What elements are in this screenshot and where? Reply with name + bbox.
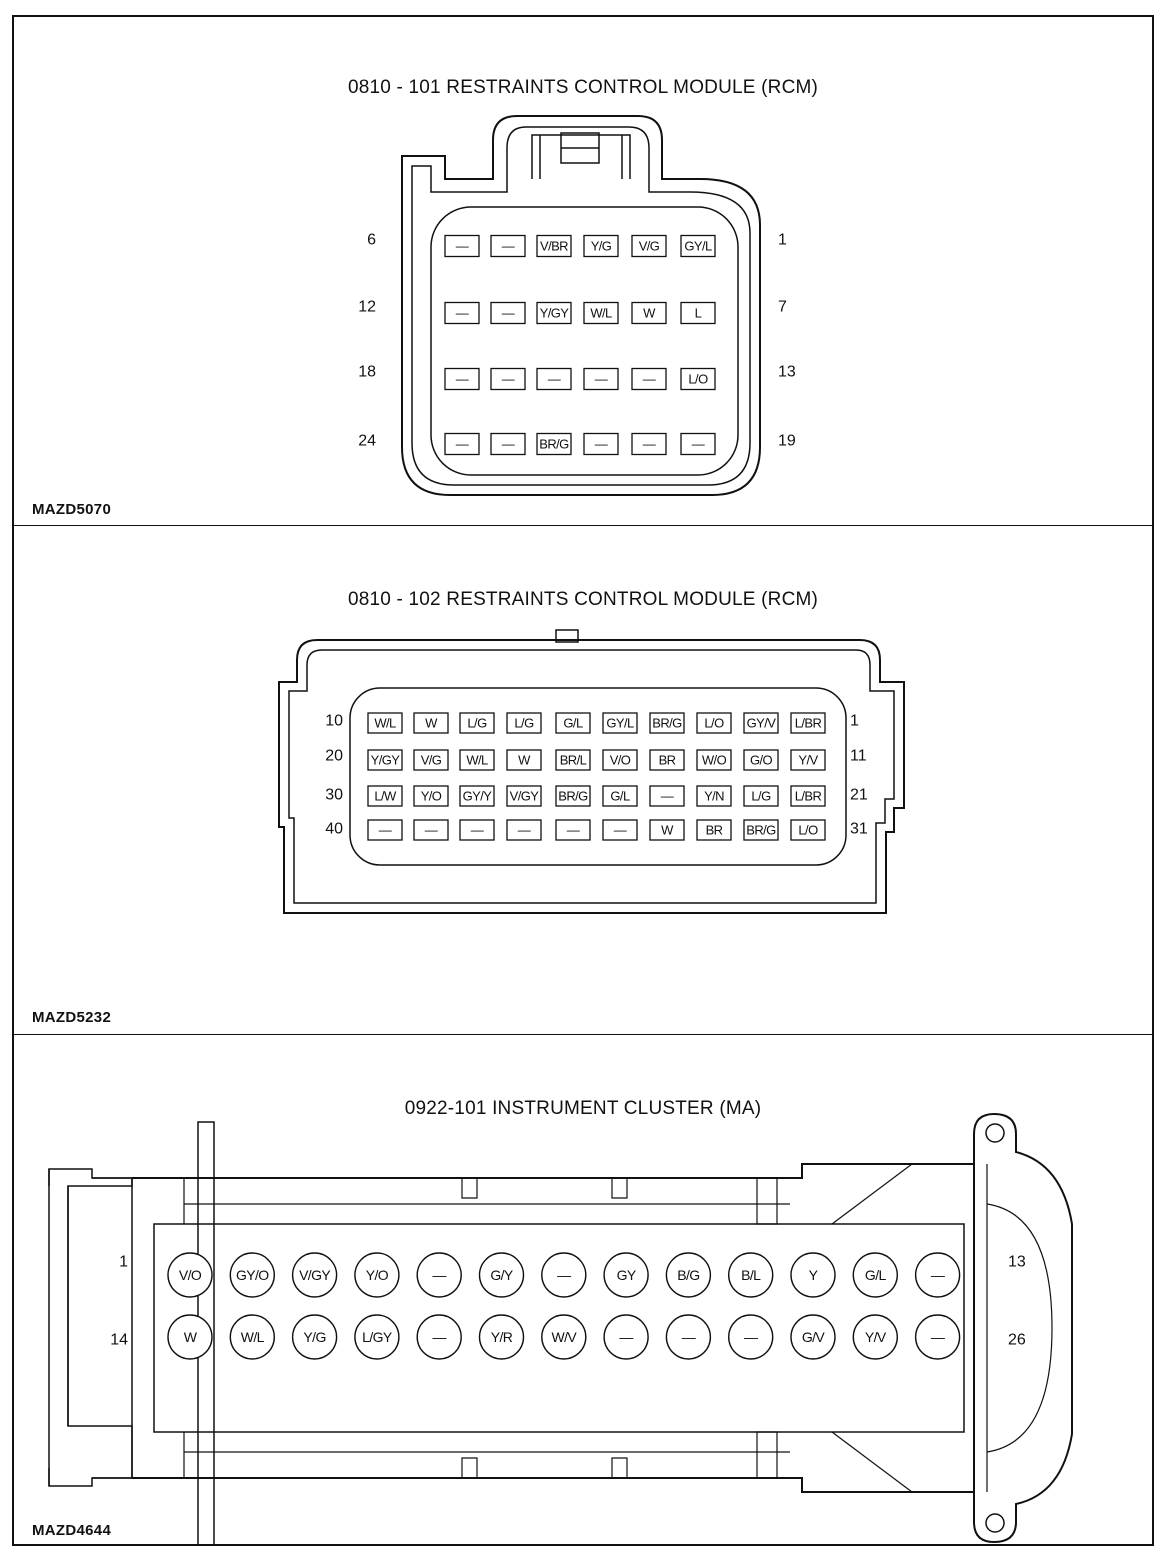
pin-cavity <box>537 236 571 257</box>
pin-cavity <box>604 1315 648 1359</box>
pin-cavity <box>744 750 778 770</box>
pin-wire-color: — <box>455 371 469 387</box>
pin-wire-color: L/BR <box>794 715 822 731</box>
pin-wire-color: L/BR <box>794 788 822 804</box>
pin-cavity <box>853 1315 897 1359</box>
pin-cavity <box>603 786 637 806</box>
pin-wire-color: BR/L <box>559 752 587 768</box>
pin-cavity <box>697 786 731 806</box>
pin-cavity <box>542 1253 586 1297</box>
pin-wire-color: W <box>183 1329 197 1345</box>
pin-wire-color: Y/G <box>590 238 612 254</box>
pin-number-label: 10 <box>325 712 343 730</box>
pin-wire-color: — <box>619 1329 633 1345</box>
pin-wire-color: L <box>694 305 702 321</box>
pin-wire-color: Y/O <box>420 788 442 804</box>
pin-number-label: 7 <box>778 298 787 316</box>
panel-title: 0922-101 INSTRUMENT CLUSTER (MA) <box>404 1098 762 1119</box>
pin-wire-color: — <box>642 436 656 452</box>
pin-wire-color: — <box>660 788 674 804</box>
pin-wire-color: BR <box>705 822 723 838</box>
pin-cavity <box>507 820 541 840</box>
pin-wire-color: V/GY <box>509 788 539 804</box>
figure-code: MAZD5070 <box>32 501 112 518</box>
pin-wire-color: Y/N <box>704 788 724 804</box>
pin-cavity <box>507 713 541 733</box>
rcm-101-connector-diagram <box>12 15 1154 525</box>
pin-cavity <box>791 713 825 733</box>
pin-cavity <box>650 786 684 806</box>
pin-wire-color: L/G <box>467 715 487 731</box>
pin-cavity <box>697 820 731 840</box>
pin-wire-color: L/G <box>751 788 771 804</box>
pin-cavity <box>556 713 590 733</box>
pin-cavity <box>729 1315 773 1359</box>
pin-cavity <box>480 1253 524 1297</box>
pin-cavity <box>744 713 778 733</box>
pin-cavity <box>445 369 479 390</box>
pin-wire-color: V/O <box>178 1267 202 1283</box>
pin-cavity <box>650 713 684 733</box>
pin-cavity <box>632 236 666 257</box>
pin-wire-color: — <box>501 305 515 321</box>
pin-number-label: 24 <box>358 432 376 450</box>
pin-cavity <box>729 1253 773 1297</box>
pin-cavity <box>681 236 715 257</box>
pin-wire-color: Y/V <box>798 752 818 768</box>
pin-wire-color: L/O <box>704 715 724 731</box>
pin-cavity <box>368 750 402 770</box>
pin-wire-color: W/L <box>466 752 488 768</box>
pin-wire-color: G/L <box>610 788 630 804</box>
pin-wire-color: — <box>566 822 580 838</box>
pin-cavity <box>460 820 494 840</box>
pin-wire-color: — <box>470 822 484 838</box>
pin-number-label: 30 <box>325 786 343 804</box>
pin-cavity <box>480 1315 524 1359</box>
pin-number-label: 11 <box>850 747 867 765</box>
pin-wire-color: — <box>743 1329 758 1345</box>
pin-wire-color: GY/L <box>684 238 712 254</box>
pin-number-label: 13 <box>1008 1253 1026 1271</box>
pin-wire-color: G/L <box>563 715 583 731</box>
pin-number-label: 1 <box>850 712 859 730</box>
pin-cavity <box>603 820 637 840</box>
pin-cavity <box>293 1253 337 1297</box>
pin-wire-color: — <box>432 1267 446 1283</box>
pin-wire-color: B/L <box>741 1267 761 1283</box>
pin-cavity <box>355 1253 399 1297</box>
pin-wire-color: W <box>661 822 673 838</box>
pin-wire-color: — <box>930 1267 945 1283</box>
pin-wire-color: BR/G <box>746 822 776 838</box>
pin-wire-color: — <box>681 1329 696 1345</box>
pin-cavity <box>744 820 778 840</box>
pin-cavity <box>368 786 402 806</box>
pin-wire-color: G/O <box>749 752 773 768</box>
pin-wire-color: — <box>424 822 438 838</box>
pin-cavity <box>632 369 666 390</box>
pin-wire-color: Y/G <box>303 1329 326 1345</box>
pin-wire-color: W/L <box>374 715 396 731</box>
pin-wire-color: BR/G <box>652 715 682 731</box>
pin-wire-color: V/O <box>609 752 631 768</box>
instrument-cluster-panel <box>12 1034 1154 1546</box>
pin-wire-color: GY/O <box>235 1267 269 1283</box>
pin-cavity <box>230 1253 274 1297</box>
pin-cavity <box>603 750 637 770</box>
pin-number-label: 13 <box>778 363 796 381</box>
pin-wire-color: L/O <box>798 822 818 838</box>
instrument-cluster-connector-diagram <box>12 1034 1154 1546</box>
pin-cavity <box>556 786 590 806</box>
pin-cavity <box>168 1253 212 1297</box>
figure-code: MAZD5232 <box>32 1009 112 1026</box>
pin-wire-color: G/L <box>864 1267 886 1283</box>
pin-wire-color: W/L <box>590 305 612 321</box>
pin-cavity <box>355 1315 399 1359</box>
pin-number-label: 6 <box>367 231 376 249</box>
pin-cavity <box>650 750 684 770</box>
pin-wire-color: — <box>594 371 608 387</box>
pin-cavity <box>791 750 825 770</box>
pin-wire-color: — <box>378 822 392 838</box>
pin-cavity <box>507 750 541 770</box>
pin-wire-color: — <box>517 822 531 838</box>
pin-wire-color: G/V <box>801 1329 825 1345</box>
pin-cavity <box>556 750 590 770</box>
pin-wire-color: GY/Y <box>462 788 492 804</box>
pin-wire-color: — <box>455 238 469 254</box>
pin-cavity <box>414 786 448 806</box>
pin-cavity <box>584 236 618 257</box>
pin-cavity <box>491 434 525 455</box>
pin-wire-color: L/G <box>514 715 534 731</box>
pin-wire-color: — <box>501 238 515 254</box>
pin-cavity <box>491 369 525 390</box>
pin-wire-color: — <box>594 436 608 452</box>
pin-wire-color: — <box>501 436 515 452</box>
pin-cavity <box>791 820 825 840</box>
pin-cavity <box>791 786 825 806</box>
pin-cavity <box>445 236 479 257</box>
pin-cavity <box>681 434 715 455</box>
pin-number-label: 1 <box>778 231 787 249</box>
pin-wire-color: L/W <box>374 788 396 804</box>
pin-cavity <box>460 713 494 733</box>
pin-cavity <box>744 786 778 806</box>
pin-cavity <box>414 750 448 770</box>
pin-wire-color: B/G <box>677 1267 700 1283</box>
pin-wire-color: V/G <box>420 752 442 768</box>
pin-cavity <box>584 303 618 324</box>
pin-wire-color: W/O <box>701 752 727 768</box>
pin-wire-color: V/G <box>638 238 660 254</box>
pin-number-label: 18 <box>358 363 376 381</box>
pin-cavity <box>666 1253 710 1297</box>
pin-cavity <box>445 303 479 324</box>
pin-cavity <box>584 434 618 455</box>
pin-cavity <box>460 750 494 770</box>
pin-cavity <box>491 303 525 324</box>
pin-wire-color: W <box>425 715 437 731</box>
pin-wire-color: W <box>643 305 655 321</box>
pin-number-label: 1 <box>119 1253 128 1271</box>
pin-wire-color: — <box>642 371 656 387</box>
pin-wire-color: GY/V <box>746 715 776 731</box>
pin-wire-color: V/GY <box>299 1267 331 1283</box>
pin-cavity <box>584 369 618 390</box>
pin-wire-color: — <box>455 305 469 321</box>
pin-number-label: 26 <box>1008 1331 1026 1349</box>
pin-cavity <box>604 1253 648 1297</box>
pin-wire-color: — <box>557 1267 571 1283</box>
pin-wire-color: L/O <box>688 371 708 387</box>
pin-cavity <box>916 1315 960 1359</box>
pin-cavity <box>791 1315 835 1359</box>
rcm-101-panel <box>12 15 1154 525</box>
pin-cavity <box>681 369 715 390</box>
pin-cavity <box>460 786 494 806</box>
rcm-102-panel <box>12 525 1154 1034</box>
pin-cavity <box>916 1253 960 1297</box>
pin-cavity <box>230 1315 274 1359</box>
pin-wire-color: — <box>432 1329 446 1345</box>
pin-wire-color: — <box>691 436 705 452</box>
pin-number-label: 14 <box>110 1331 128 1349</box>
pin-wire-color: — <box>930 1329 945 1345</box>
pin-cavity <box>853 1253 897 1297</box>
pin-cavity <box>168 1315 212 1359</box>
pin-cavity <box>650 820 684 840</box>
pin-cavity <box>417 1315 461 1359</box>
pin-cavity <box>414 713 448 733</box>
pin-cavity <box>507 786 541 806</box>
pin-wire-color: GY/L <box>606 715 634 731</box>
figure-code: MAZD4644 <box>32 1522 112 1539</box>
pin-cavity <box>537 303 571 324</box>
pin-cavity <box>681 303 715 324</box>
pin-number-label: 19 <box>778 432 796 450</box>
pin-cavity <box>491 236 525 257</box>
pin-wire-color: BR <box>658 752 676 768</box>
pin-number-label: 31 <box>850 820 868 838</box>
pin-wire-color: — <box>547 371 561 387</box>
pin-cavity <box>791 1253 835 1297</box>
pin-number-label: 12 <box>358 298 376 316</box>
pin-wire-color: Y/R <box>490 1329 513 1345</box>
pin-wire-color: G/Y <box>490 1267 513 1283</box>
pin-cavity <box>697 750 731 770</box>
pin-cavity <box>414 820 448 840</box>
pin-number-label: 20 <box>325 747 343 765</box>
pin-wire-color: Y <box>808 1267 818 1283</box>
pin-cavity <box>417 1253 461 1297</box>
pin-wire-color: — <box>501 371 515 387</box>
pin-cavity <box>666 1315 710 1359</box>
pin-cavity <box>632 303 666 324</box>
pin-wire-color: — <box>455 436 469 452</box>
pin-cavity <box>542 1315 586 1359</box>
pin-wire-color: GY <box>616 1267 636 1283</box>
pin-wire-color: W/V <box>551 1329 577 1345</box>
pin-cavity <box>368 713 402 733</box>
pin-wire-color: — <box>613 822 627 838</box>
pin-number-label: 21 <box>850 786 868 804</box>
pin-number-label: 40 <box>325 820 343 838</box>
pin-wire-color: Y/GY <box>370 752 400 768</box>
pin-cavity <box>368 820 402 840</box>
pin-cavity <box>697 713 731 733</box>
pin-cavity <box>556 820 590 840</box>
pin-wire-color: BR/G <box>558 788 588 804</box>
pin-cavity <box>445 434 479 455</box>
panel-title: 0810 - 101 RESTRAINTS CONTROL MODULE (RCM) <box>347 77 819 98</box>
pin-wire-color: L/GY <box>362 1329 392 1345</box>
pin-cavity <box>293 1315 337 1359</box>
pin-cavity <box>632 434 666 455</box>
pin-wire-color: W/L <box>240 1329 264 1345</box>
pin-wire-color: Y/V <box>864 1329 886 1345</box>
rcm-102-connector-diagram <box>12 525 1154 1034</box>
pin-wire-color: Y/GY <box>539 305 569 321</box>
pin-wire-color: W <box>518 752 530 768</box>
pin-cavity <box>537 369 571 390</box>
panel-title: 0810 - 102 RESTRAINTS CONTROL MODULE (RCM) <box>347 589 819 610</box>
pin-cavity <box>537 434 571 455</box>
pin-cavity <box>603 713 637 733</box>
pin-wire-color: V/BR <box>540 238 568 254</box>
pin-wire-color: Y/O <box>365 1267 389 1283</box>
pin-wire-color: BR/G <box>539 436 569 452</box>
